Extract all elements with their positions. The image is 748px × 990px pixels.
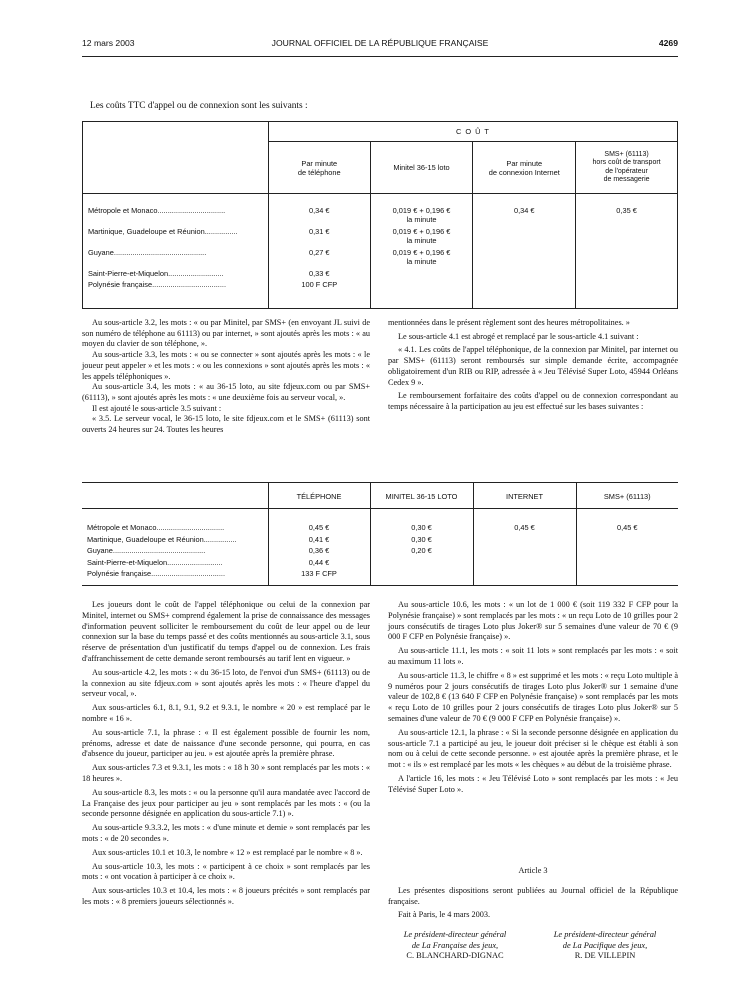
sms-value: 0,45 € — [616, 523, 638, 532]
header-journal-title: JOURNAL OFFICIEL DE LA RÉPUBLIQUE FRANÇAISE — [271, 38, 489, 48]
paragraph: mentionnées dans le présent règlement sont des heures métropolitaines. » — [388, 318, 630, 327]
bottom-left-column — [82, 600, 370, 908]
internet-value: 0,34 € — [513, 206, 535, 215]
telephone-values-cell — [268, 194, 370, 309]
header-blank — [82, 483, 268, 509]
header-date: 12 mars 2003 — [82, 38, 135, 48]
col-header-minitel: MINITEL 36-15 LOTO — [370, 483, 473, 509]
col-header-telephone: Par minute de téléphone — [268, 142, 370, 194]
telephone-value: 100 F CFP — [301, 280, 338, 289]
telephone-value: 0,45 € — [308, 523, 330, 532]
telephone-value: 0,34 € — [308, 206, 330, 215]
article-place-date: Fait à Paris, le 4 mars 2003. — [398, 910, 491, 920]
paragraph: Les joueurs dont le coût de l'appel téléphonique ou celui de la connexion par Minitel, internet ou SMS+ comprend également la prise de connaissance des messages d'information peuvent solliciter le remboursement du coût de leur appel ou de leur connexion sur la base du temps passé et des coûts mentionnés au sous-article 3.1, sous réserve de présentation d'un justificatif du temps d'appel ou de connexion. Les frais d'affranchissement de cette demande seront remboursés au tarif lent en vigueur. » — [82, 600, 370, 663]
paragraph: Au sous-article 3.4, les mots : « au 36-15 loto, au site fdjeux.com ou par SMS+ (61113), » sont ajoutés après les mots : « une deuxième fois au serveur vocal, ». — [82, 382, 370, 402]
article-heading: Article 3 — [518, 866, 548, 875]
row-label: Guyane............................................. — [88, 248, 207, 257]
paragraph: Le remboursement forfaitaire des coûts d'appel ou de connexion correspondant au temps nécessaire à la participation au jeu est effectué sur les bases suivantes : — [388, 391, 678, 411]
sms-values-cell — [576, 509, 678, 586]
col-header-sms: SMS+ (61113) — [576, 483, 678, 509]
paragraph: « 3.5. Le serveur vocal, le 36-15 loto, le site fdjeux.com et le SMS+ (61113) sont ouverts 24 heures sur 24. Toutes les heures — [82, 414, 370, 435]
internet-value: 0,45 € — [514, 523, 535, 532]
paragraph: Au sous-article 10.6, les mots : « un lot de 1 000 € (soit 119 332 F CFP pour la Polynésie française) » sont remplacés par les mots : « un reçu Loto de 10 grilles pour 2 jours consécutifs de tirages Loto plus Joker® sur 5 semaines d'une valeur de 70 € (9 000 F CFP en Polynésie française) ». — [388, 600, 678, 642]
header-blank — [83, 142, 269, 194]
minitel-value: 0,30 € — [411, 523, 432, 532]
paragraph: Au sous-article 7.1, la phrase : « Il est également possible de fournir les nom, prénoms, adresse et date de naissance d'une seconde personne, qui pourra, en cas d'absence du joueur, participer au jeu. » est ajoutée après la première phrase. — [82, 727, 370, 759]
telephone-value: 0,41 € — [308, 534, 330, 544]
paragraph: Au sous-article 11.3, le chiffre « 8 » est supprimé et les mots : « reçu Loto multiple à 9 numéros pour 2 jours consécutifs de tirages Loto plus Joker® sur 1 semaine d'une valeur de 102,8 € (13 640 F CFP en Polynésie française) » sont remplacés par les mots « reçu Loto de 10 grilles pour 2 jours consécutifs de tirages Loto plus Joker® sur 5 semaines d'une valeur de 70 € (9 000 F CFP en Polynésie française) ». — [388, 670, 678, 723]
row-labels-cell — [83, 194, 269, 309]
paragraph: Aux sous-articles 7.3 et 9.3.1, les mots : « 18 h 30 » sont remplacés par les mots : « 18 heures ». — [82, 763, 370, 783]
reimbursement-table — [82, 482, 678, 586]
paragraph: Au sous-article 12.1, la phrase : « Si la seconde personne désignée en application du sous-article 7.1 a participé au jeu, le joueur doit préciser si le chèque est établi à son nom ou à celui de cette seconde personne. » est ajoutée après la première phrase, et le mot : « ils » est remplacé par les mots « les chèques » au début de la troisième phrase. — [388, 727, 678, 770]
header-page-number: 4269 — [658, 38, 678, 48]
telephone-value: 0,27 € — [308, 248, 330, 257]
article-3-block — [388, 886, 678, 921]
corner-cell — [83, 122, 269, 142]
row-label: Saint-Pierre-et-Miquelon........................... — [87, 557, 223, 567]
intro-text: Les coûts TTC d'appel ou de connexion sont les suivants : — [90, 101, 308, 111]
internet-values-cell — [473, 509, 576, 586]
telephone-value: 0,36 € — [308, 546, 330, 555]
paragraph: Au sous-article 3.3, les mots : « ou se connecter » sont ajoutés après les mots : « le joueur peut appeler » et les mots : « ou les connexions » sont ajoutés après les mots : « les appels téléphoniques ». — [82, 350, 370, 381]
mid-right-column — [388, 318, 678, 413]
mid-left-column — [82, 318, 370, 436]
telephone-value: 133 F CFP — [301, 569, 337, 578]
paragraph: Aux sous-articles 10.1 et 10.3, le nombre « 12 » est remplacé par le nombre « 8 ». — [92, 847, 363, 857]
running-header — [82, 38, 678, 52]
row-label: Martinique, Guadeloupe et Réunion................ — [88, 227, 238, 236]
sms-value: 0,35 € — [616, 206, 637, 215]
col-header-internet: Par minute de connexion Internet — [473, 142, 576, 194]
minitel-values-cell — [370, 509, 473, 586]
row-label: Martinique, Guadeloupe et Réunion................ — [87, 534, 237, 544]
internet-values-cell — [473, 194, 576, 309]
signature-name: R. DE VILLEPIN — [574, 951, 636, 960]
paragraph: Au sous-article 10.3, les mots : « participent à ce choix » sont remplacés par les mots : « ont vocation à participer à ce choix ». — [82, 861, 370, 882]
col-header-internet: INTERNET — [473, 483, 576, 509]
signature-block — [382, 930, 528, 962]
row-label: Guyane............................................. — [87, 546, 206, 555]
paragraph: Au sous-article 9.3.3.2, les mots : « d'une minute et demie » sont remplacés par les mots : « de 20 secondes ». — [82, 823, 370, 843]
minitel-value: 0,30 € — [411, 534, 432, 544]
col-header-sms: SMS+ (61113) hors coût de transport de l'opérateur de messagerie — [576, 142, 678, 194]
paragraph: Il est ajouté le sous-article 3.5 suivant : — [92, 403, 222, 413]
paragraph: Aux sous-articles 6.1, 8.1, 9.1, 9.2 et 9.3.1, le nombre « 20 » est remplacé par le nombre « 16 ». — [82, 703, 370, 723]
minitel-value: 0,20 € — [411, 546, 432, 555]
paragraph: « 4.1. Les coûts de l'appel téléphonique, de la connexion par Minitel, par internet ou par SMS+ (61113) seront remboursés sur simple demande écrite, accompagnée obligatoirement d'un RIB ou RIP, adressée à « Jeu Télévisé Super Loto, 45944 Orléans Cedex 9 ». — [388, 345, 678, 387]
header-rule — [82, 56, 678, 57]
minitel-values-cell — [370, 194, 473, 309]
cost-table — [82, 121, 678, 309]
paragraph: Au sous-article 4.2, les mots : « du 36-15 loto, de l'envoi d'un SMS+ (61113) ou de la connexion au site fdjeux.com » sont ajoutés après les mots : « l'heure d'appel du serveur vocal, ». — [82, 667, 370, 699]
signature-name: C. BLANCHARD-DIGNAC — [406, 951, 504, 960]
signature-title: Le président-directeur général de La Pacifique des jeux, — [553, 930, 657, 950]
telephone-value: 0,31 € — [308, 227, 330, 236]
row-label: Métropole et Monaco................................. — [87, 523, 225, 532]
bottom-right-column — [388, 600, 678, 796]
sms-values-cell — [576, 194, 678, 309]
minitel-value: 0,019 € + 0,196 € la minute — [392, 248, 451, 266]
signature-title: Le président-directeur général de La Française des jeux, — [403, 930, 507, 950]
minitel-value: 0,019 € + 0,196 € la minute — [392, 227, 451, 245]
telephone-values-cell — [268, 509, 370, 586]
paragraph: Le sous-article 4.1 est abrogé et remplacé par le sous-article 4.1 suivant : — [398, 331, 639, 341]
row-label: Polynésie française.................................... — [87, 569, 226, 578]
signature-block — [532, 930, 678, 962]
paragraph: Au sous-article 8.3, les mots : « ou la personne qu'il aura mandatée avec l'accord de La Française des jeux pour participer au jeu » sont remplacés par les mots : « (ou la seconde personne désignée en application du sous-article 7.1) ». — [82, 787, 370, 819]
row-labels-cell — [82, 509, 268, 586]
paragraph: Aux sous-articles 10.3 et 10.4, les mots : « 8 joueurs précités » sont remplacés par les mots : « 8 premiers joueurs sélectionnés ». — [82, 886, 370, 906]
minitel-value: 0,019 € + 0,196 € la minute — [392, 206, 451, 224]
telephone-value: 0,44 € — [308, 557, 330, 567]
col-header-telephone: TÉLÉPHONE — [268, 483, 370, 509]
row-label: Métropole et Monaco................................. — [88, 206, 226, 215]
paragraph: A l'article 16, les mots : « Jeu Télévisé Loto » sont remplacés par les mots : « Jeu Télévisé Super Loto ». — [388, 773, 678, 794]
col-header-minitel: Minitel 36-15 loto — [370, 142, 473, 194]
cost-super-header: C O Û T — [268, 122, 677, 142]
row-label: Saint-Pierre-et-Miquelon........................... — [88, 269, 224, 278]
paragraph: Au sous-article 11.1, les mots : « soit 11 lots » sont remplacés par les mots : « soit au maximum 11 lots ». — [388, 646, 678, 666]
row-label: Polynésie française.................................... — [88, 280, 227, 289]
article-text: Les présentes dispositions seront publiées au Journal officiel de la République française. — [388, 886, 678, 906]
paragraph: Au sous-article 3.2, les mots : « ou par Minitel, par SMS+ (en envoyant JL suivi de son numéro de téléphone au 61113) ou par internet, » sont ajoutés après les mots : « au moyen du clavier de son téléphone, ». — [82, 318, 370, 349]
telephone-value: 0,33 € — [308, 269, 330, 278]
